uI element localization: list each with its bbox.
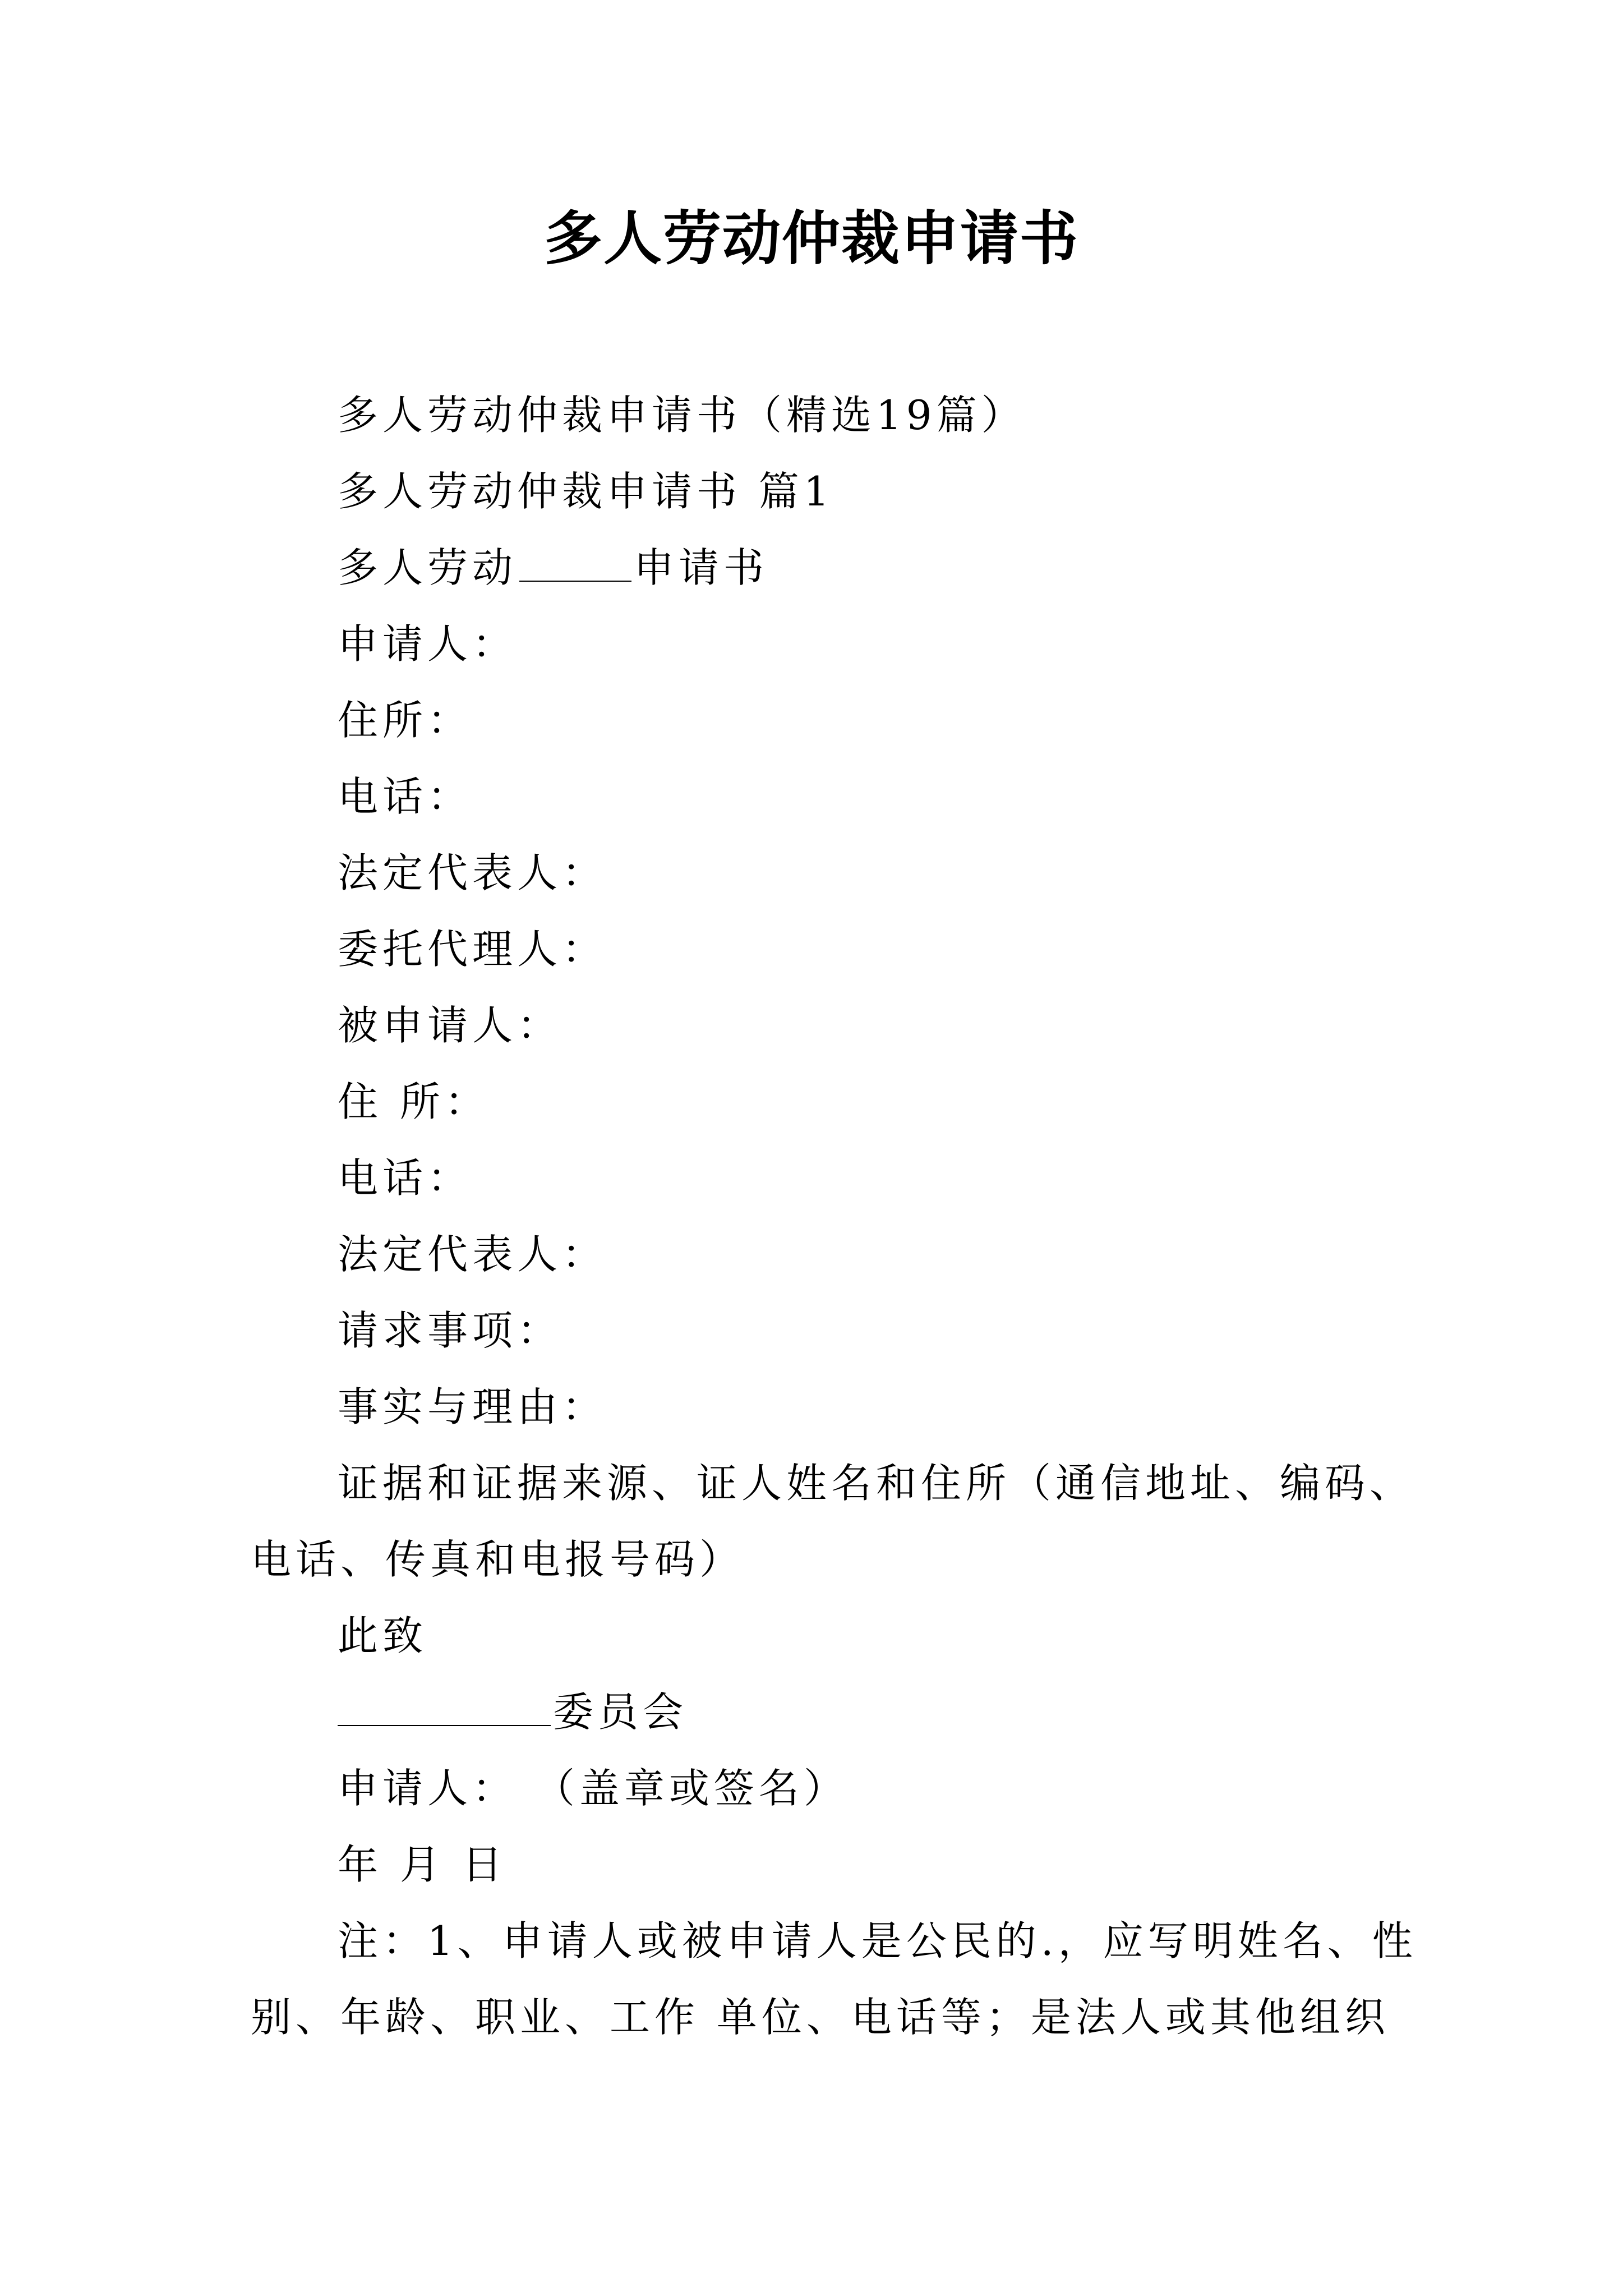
respondent-address-label: 住 所：	[338, 1078, 490, 1125]
section-heading: 多人劳动仲裁申请书 篇1	[338, 468, 834, 515]
evidence-line-1: 证据和证据来源、证人姓名和住所（通信地址、编码、	[338, 1460, 1415, 1507]
committee-label: 委员会	[553, 1688, 688, 1736]
respondent-phone-label: 电话：	[338, 1154, 473, 1202]
document-title: 多人劳动仲裁申请书	[543, 204, 1079, 273]
applicant-label: 申请人：	[338, 620, 518, 668]
date-line: 年 月 日	[338, 1841, 507, 1888]
committee-line	[338, 1684, 688, 1740]
facts-label: 事实与理由：	[338, 1383, 607, 1430]
signature-line: 申请人： （盖章或签名）	[338, 1765, 849, 1812]
salutation: 此致	[338, 1612, 428, 1659]
note-line-1: 注：1、申请人或被申请人是公民的.，应写明姓名、性	[338, 1917, 1417, 1964]
respondent-legal-rep-label: 法定代表人：	[338, 1231, 607, 1278]
form-title-line	[338, 540, 768, 596]
subtitle-line: 多人劳动仲裁申请书（精选19篇）	[338, 392, 1026, 439]
form-title-part2: 申请书	[634, 544, 769, 591]
note-line-2: 别、年龄、职业、工作 单位、电话等；是法人或其他组织	[251, 1994, 1390, 2041]
evidence-line-2: 电话、传真和电报号码）	[251, 1536, 745, 1583]
blank-underline	[338, 1690, 551, 1726]
applicant-legal-rep-label: 法定代表人：	[338, 849, 607, 896]
respondent-label: 被申请人：	[338, 1002, 562, 1049]
agent-label: 委托代理人：	[338, 926, 607, 973]
applicant-address-label: 住所：	[338, 697, 473, 744]
blank-underline	[519, 546, 631, 582]
form-title-part1: 多人劳动	[338, 544, 518, 591]
applicant-phone-label: 电话：	[338, 773, 473, 820]
claims-label: 请求事项：	[338, 1307, 562, 1354]
